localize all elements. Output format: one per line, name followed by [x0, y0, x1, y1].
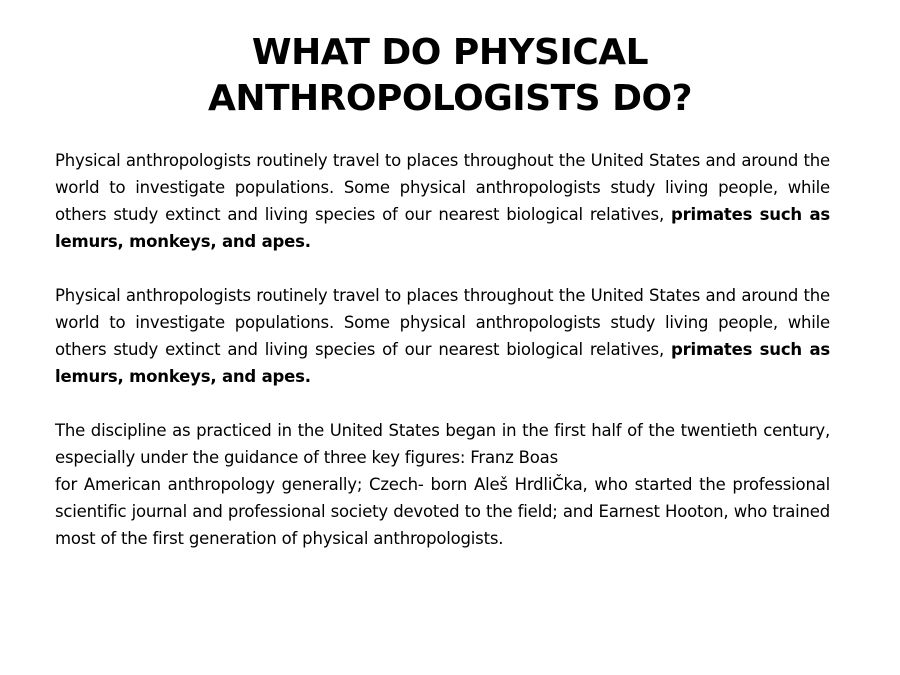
title-line-1: WHAT DO PHYSICAL [251, 32, 649, 73]
paragraph-3-line-1: The discipline as practiced in the United States began in the first half of the twentieth century, especially under the guidance of three key figures: Franz Boas [55, 421, 830, 467]
paragraph-3 [55, 417, 830, 552]
paragraph-3-line-2: for American anthropology generally; Czech- born Aleš HrdliČka, who started the professional scientific journal and professional society devoted to the field; and Earnest Hooton, who trained most of the first generation of physical anthropologists. [55, 475, 830, 548]
title-line-2: ANTHROPOLOGISTS DO? [207, 78, 692, 119]
paragraph-2-bold-text: primates such as lemurs, monkeys, and apes. [55, 340, 830, 386]
paragraph-1 [55, 147, 830, 255]
paragraph-1-text: Physical anthropologists routinely travel to places throughout the United States and around the world to investigate populations. Some physical anthropologists study living people, while others study extinct and living species of our nearest biological relatives, [55, 151, 830, 224]
paragraph-1-bold-text: primates such as lemurs, monkeys, and apes. [55, 205, 830, 251]
slide-title [0, 30, 900, 122]
paragraph-2-text: Physical anthropologists routinely travel to places throughout the United States and around the world to investigate populations. Some physical anthropologists study living people, while others study extinct and living species of our nearest biological relatives, [55, 286, 830, 359]
paragraph-2 [55, 282, 830, 390]
slide-body [55, 147, 830, 579]
